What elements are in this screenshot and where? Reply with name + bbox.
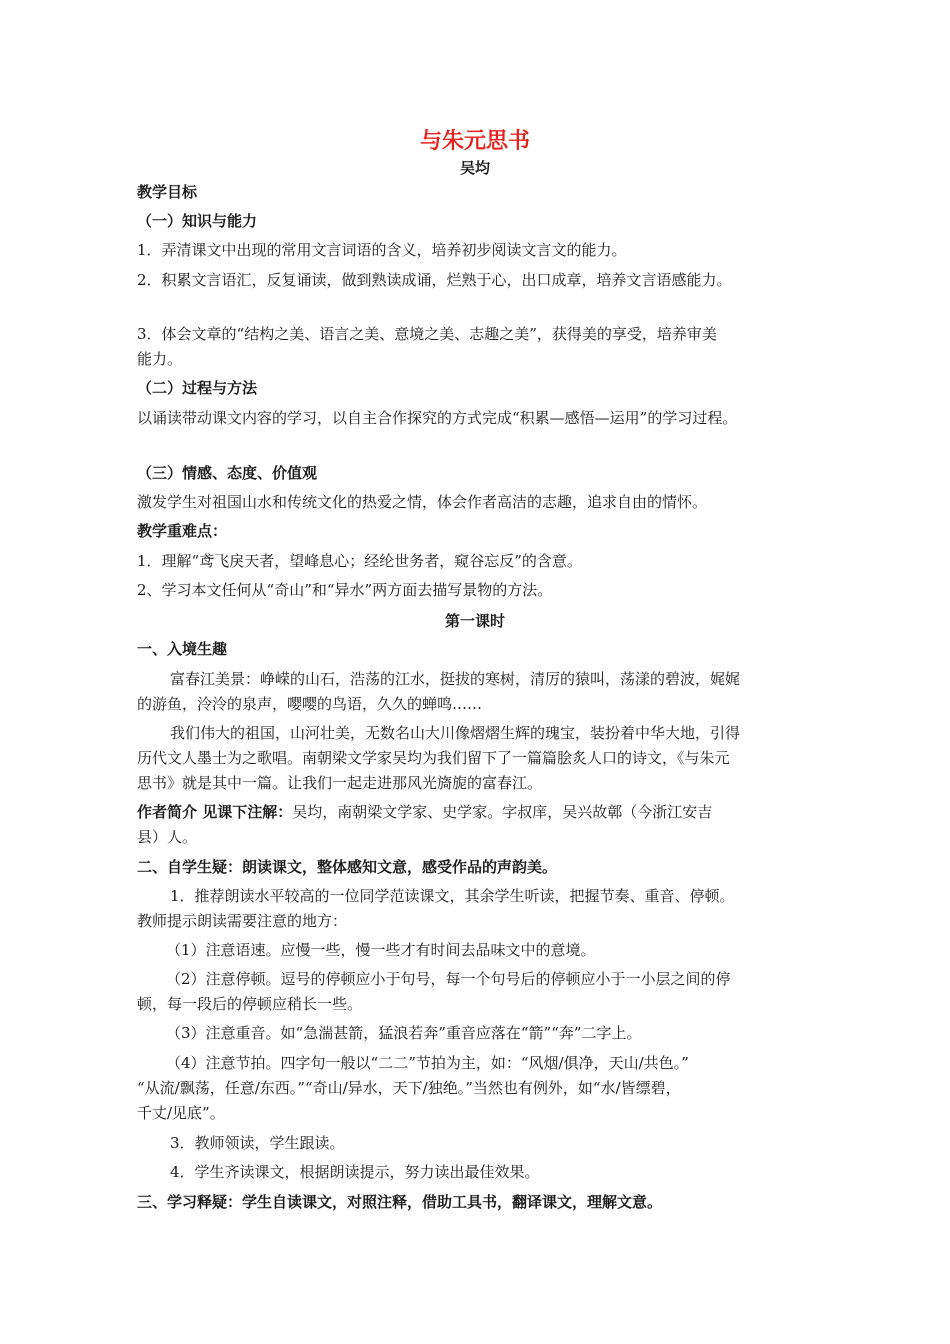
part2-line: （1）注意语速。应慢一些，慢一些才有时间去品味文中的意境。 xyxy=(166,941,596,959)
author-intro-text: 吴均，南朝梁文学家、史学家。字叔庠，吴兴故鄣（今浙江安吉 xyxy=(292,803,713,821)
part1-paragraph-line: 富春江美景：峥嵘的山石，浩荡的江水，挺拔的寒树，清厉的猿叫，荡漾的碧波，娓娓 xyxy=(170,670,741,688)
part2-heading: 二、自学生疑：朗读课文，整体感知文意，感受作品的声韵美。 xyxy=(137,858,558,876)
doc-title: 与朱元思书 xyxy=(419,129,530,154)
sec1-heading: （一）知识与能力 xyxy=(137,212,258,230)
sec3-heading: （三）情感、态度、价值观 xyxy=(137,464,318,482)
part3-heading: 三、学习释疑：学生自读课文，对照注释，借助工具书，翻译课文，理解文意。 xyxy=(137,1193,663,1211)
key-heading: 教学重难点： xyxy=(137,522,228,540)
part2-line: 教师提示朗读需要注意的地方： xyxy=(137,912,348,930)
part2-line: （2）注意停顿。逗号的停顿应小于句号，每一个句号后的停顿应小于一小层之间的停 xyxy=(166,970,731,988)
key-item: 1．理解“鸢飞戾天者，望峰息心；经纶世务者，窥谷忘反”的含意。 xyxy=(137,552,582,570)
part2-line: 顿，每一段后的停顿应稍长一些。 xyxy=(137,995,363,1013)
part2-line: 千丈/见底”。 xyxy=(137,1104,225,1122)
part1-heading: 一、入境生趣 xyxy=(137,640,228,658)
lesson-heading: 第一课时 xyxy=(444,612,505,630)
part2-line: （4）注意节拍。四字句一般以“二二”节拍为主，如：“风烟/俱净，天山/共色。” xyxy=(166,1054,689,1072)
sec3-text: 激发学生对祖国山水和传统文化的热爱之情，体会作者高洁的志趣，追求自由的情怀。 xyxy=(137,493,708,511)
part2-line: 4．学生齐读课文，根据朗读提示，努力读出最佳效果。 xyxy=(170,1163,540,1181)
part2-line: （3）注意重音。如“急湍甚箭，猛浪若奔”重音应落在“箭”“奔”二字上。 xyxy=(166,1024,642,1042)
author-intro-text2: 县）人。 xyxy=(137,828,198,846)
sec1-item: 3．体会文章的“结构之美、语言之美、意境之美、志趣之美”，获得美的享受，培养审美 xyxy=(137,325,717,343)
part1-paragraph-line: 历代文人墨士为之歌唱。南朝梁文学家吴均为我们留下了一篇篇脍炙人口的诗文，《与朱元 xyxy=(137,749,730,767)
part2-line: 1．推荐朗读水平较高的一位同学范读课文，其余学生听读，把握节奏、重音、停顿。 xyxy=(170,887,735,905)
sec1-item: 能力。 xyxy=(137,350,183,368)
sec2-text: 以诵读带动课文内容的学习，以自主合作探究的方式完成“积累—感悟—运用”的学习过程。 xyxy=(137,409,738,427)
author-intro xyxy=(137,802,712,822)
doc-author: 吴均 xyxy=(459,159,490,177)
part2-line: “从流/飘荡，任意/东西。”“奇山/异水，天下/独绝。”当然也有例外，如“水/皆缥碧， xyxy=(137,1079,681,1097)
sec1-item: 1．弄清课文中出现的常用文言词语的含义，培养初步阅读文言文的能力。 xyxy=(137,241,627,259)
sec1-item: 2．积累文言语汇，反复诵读，做到熟读成诵，烂熟于心，出口成章，培养文言语感能力。 xyxy=(137,271,732,289)
part1-paragraph-line: 我们伟大的祖国，山河壮美，无数名山大川像熠熠生辉的瑰宝，装扮着中华大地，引得 xyxy=(170,724,741,742)
part1-paragraph-line: 思书》就是其中一篇。让我们一起走进那风光旖旎的富春江。 xyxy=(137,774,543,792)
author-intro-label: 作者简介 见课下注解： xyxy=(137,803,293,821)
part2-line: 3．教师领读，学生跟读。 xyxy=(170,1134,345,1152)
part1-paragraph-line: 的游鱼，泠泠的泉声，嘤嘤的鸟语，久久的蝉鸣…… xyxy=(137,695,483,713)
key-item: 2、学习本文任何从“奇山”和“异水”两方面去描写景物的方法。 xyxy=(137,581,553,599)
goals-heading: 教学目标 xyxy=(137,183,198,201)
sec2-heading: （二）过程与方法 xyxy=(137,379,258,397)
